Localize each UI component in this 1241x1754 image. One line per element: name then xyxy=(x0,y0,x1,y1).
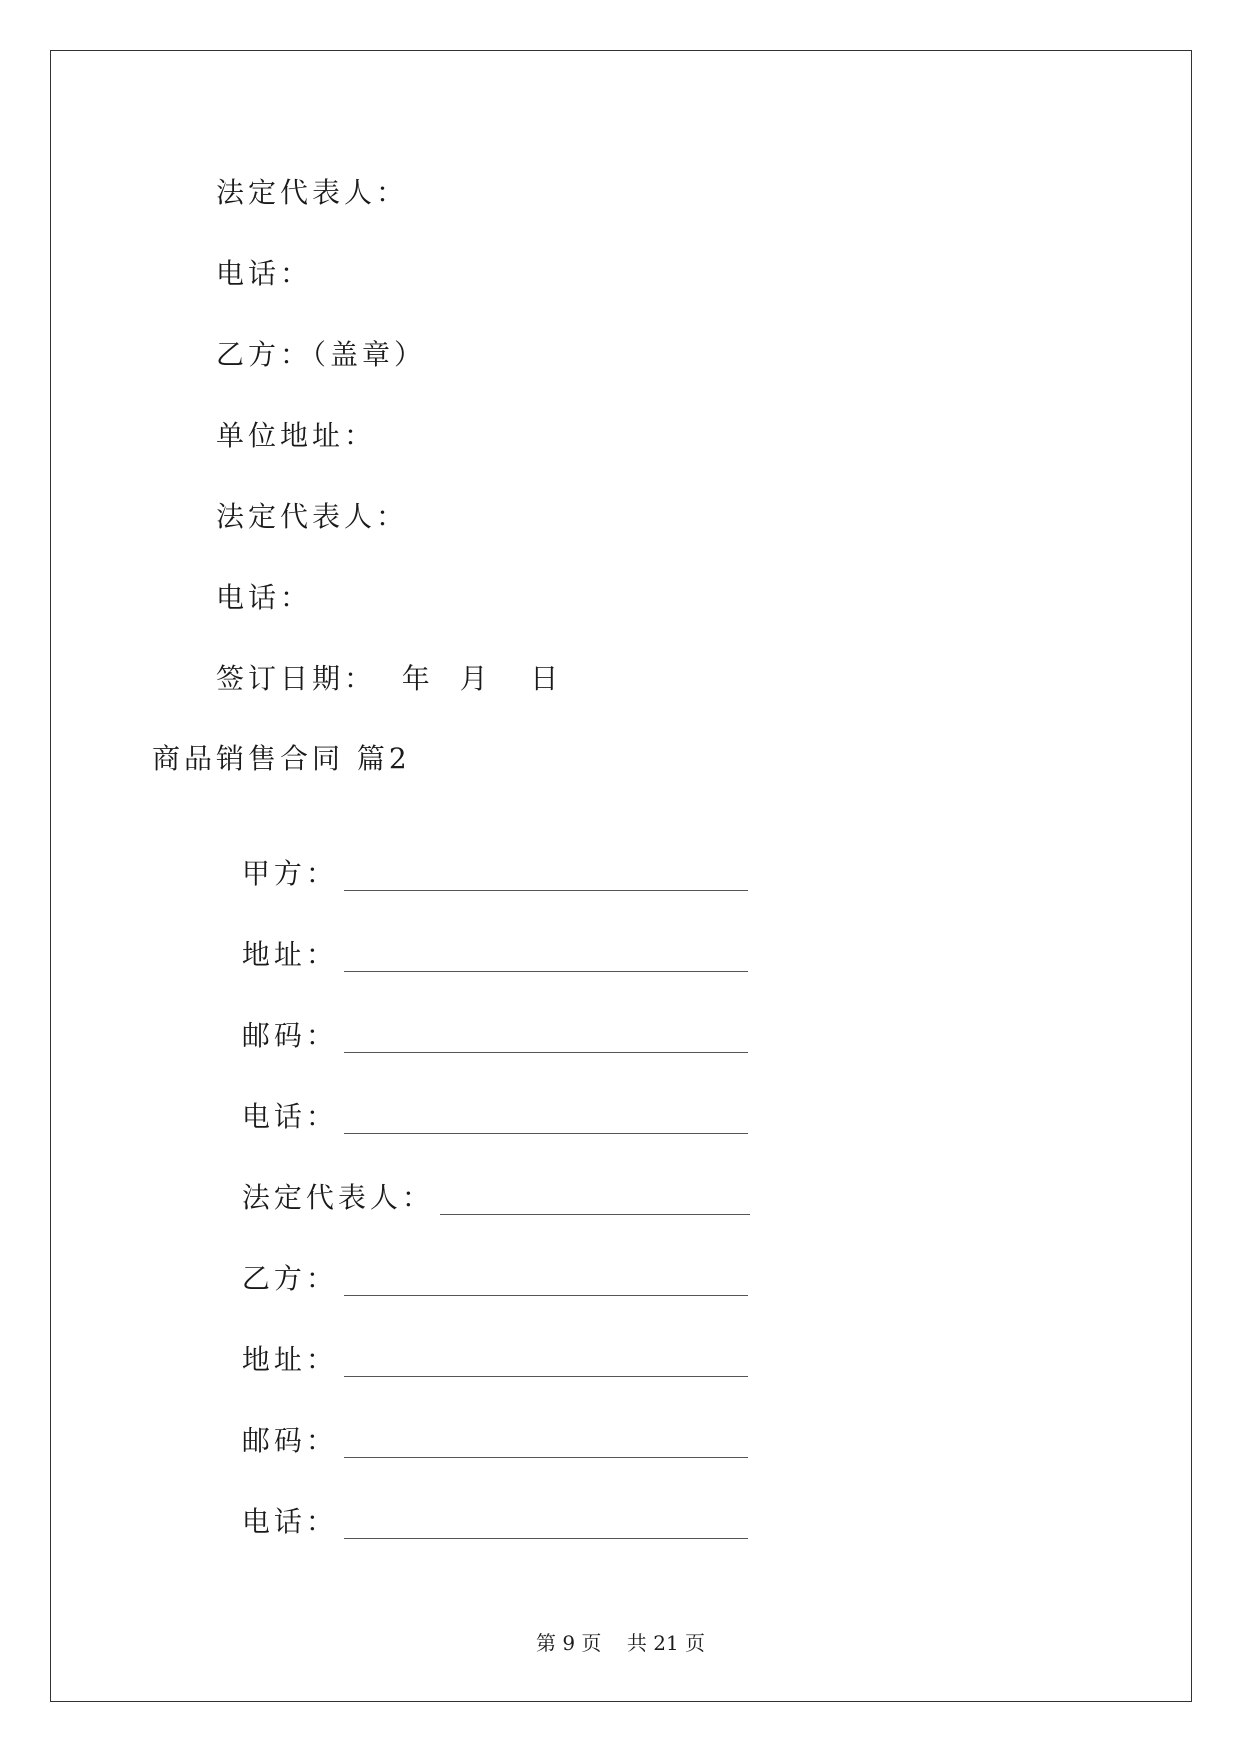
page-footer xyxy=(0,1627,1241,1656)
blank-line[interactable] xyxy=(344,1431,748,1458)
blank-line[interactable] xyxy=(344,1512,748,1539)
form-field-party-a[interactable] xyxy=(216,823,748,891)
form-field-postcode-a[interactable] xyxy=(216,985,748,1053)
form-field-phone-a[interactable] xyxy=(216,1066,748,1134)
legal-rep-label-2: 法定代表人： xyxy=(216,500,409,533)
form-field-postcode-b[interactable] xyxy=(216,1390,748,1458)
form-field-label: 电话： xyxy=(241,1505,338,1538)
form-field-label: 邮码： xyxy=(241,1424,338,1457)
form-field-phone-b[interactable] xyxy=(216,1471,748,1539)
blank-line[interactable] xyxy=(344,1350,748,1377)
party-b-seal-label: 乙方：（盖章） xyxy=(216,338,427,371)
form-field-label: 乙方： xyxy=(241,1262,338,1295)
blank-line[interactable] xyxy=(344,1026,748,1053)
form-field-legal-rep[interactable] xyxy=(216,1147,750,1215)
signing-date-label: 签订日期： 年 月 日 xyxy=(216,662,563,695)
form-field-label: 邮码： xyxy=(241,1019,338,1052)
blank-line[interactable] xyxy=(344,1269,748,1296)
form-field-label: 法定代表人： xyxy=(241,1181,434,1214)
legal-rep-label-1: 法定代表人： xyxy=(216,176,409,209)
form-field-label: 甲方： xyxy=(241,857,338,890)
blank-line[interactable] xyxy=(344,864,748,891)
form-field-label: 电话： xyxy=(241,1100,338,1133)
section-heading: 商品销售合同 篇2 xyxy=(152,742,411,775)
form-field-address-a[interactable] xyxy=(216,904,748,972)
page-number: 第 9 页 xyxy=(535,1631,602,1655)
form-field-label: 地址： xyxy=(241,938,338,971)
form-field-party-b[interactable] xyxy=(216,1228,748,1296)
blank-line[interactable] xyxy=(440,1188,750,1215)
form-field-label: 地址： xyxy=(241,1343,338,1376)
blank-line[interactable] xyxy=(344,945,748,972)
phone-label-2: 电话： xyxy=(216,581,313,614)
unit-address-label: 单位地址： xyxy=(216,419,377,452)
total-pages: 共 21 页 xyxy=(626,1631,706,1655)
blank-line[interactable] xyxy=(344,1107,748,1134)
phone-label-1: 电话： xyxy=(216,257,313,290)
form-field-address-b[interactable] xyxy=(216,1309,748,1377)
